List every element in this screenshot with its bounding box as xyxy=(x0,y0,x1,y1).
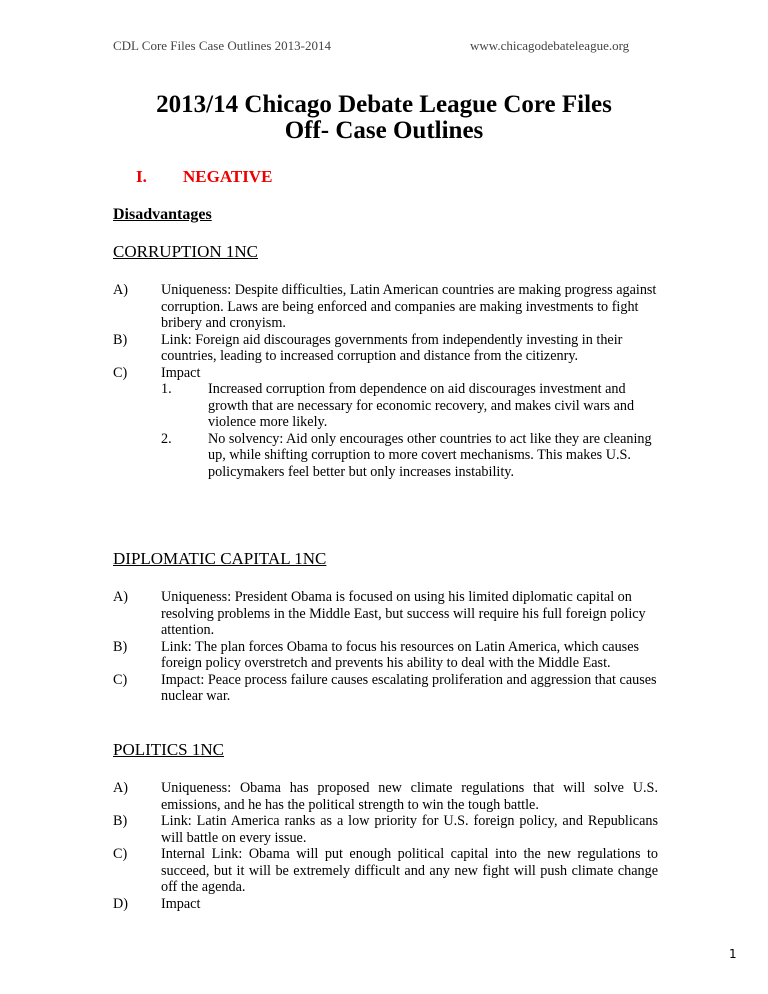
subsection-heading: Disadvantages xyxy=(113,206,212,223)
list-item xyxy=(113,846,658,896)
item-label: A) xyxy=(113,780,128,796)
title-line-2: Off- Case Outlines xyxy=(284,117,484,144)
section-number: I. xyxy=(136,167,147,186)
list-item xyxy=(113,780,658,813)
item-text: Link: Foreign aid discourages governments from independently investing in their countries, leading to increased corruption and distance from the citizenry. xyxy=(161,331,623,364)
item-text: Link: Latin America ranks as a low priority for U.S. foreign policy, and Republicans will battle on every issue. xyxy=(161,813,658,846)
list-item xyxy=(113,365,658,481)
title-line-1: 2013/14 Chicago Debate League Core Files xyxy=(156,91,612,118)
corruption-section xyxy=(113,242,658,480)
politics-section xyxy=(113,740,658,912)
item-text: Link: The plan forces Obama to focus his resources on Latin America, which causes foreign policy overstretch and prevents his ability to deal with the Middle East. xyxy=(161,638,640,671)
section-title: POLITICS 1NC xyxy=(113,740,224,759)
item-text: Internal Link: Obama will put enough political capital into the new regulations to succeed, but it will be extremely difficult and any new fight will push climate change off the agenda. xyxy=(161,846,658,895)
header-right: www.chicagodebateleague.org xyxy=(470,38,630,53)
list-item xyxy=(113,896,658,913)
item-label: A) xyxy=(113,282,128,298)
item-label: A) xyxy=(113,589,128,605)
list-item xyxy=(113,589,658,639)
sub-item-text: Increased corruption from dependence on aid discourages investment and growth that are necessary for economic recovery, and makes civil wars and violence more likely. xyxy=(208,381,635,430)
item-label: C) xyxy=(113,671,128,688)
diplomatic-capital-section xyxy=(113,549,658,705)
item-text: Impact xyxy=(161,364,201,381)
list-item xyxy=(113,672,658,705)
section-heading xyxy=(136,167,272,187)
sub-item xyxy=(161,381,658,431)
sub-item-text: No solvency: Aid only encourages other countries to act like they are cleaning up, while shifting corruption to more covert mechanisms. This makes U.S. policymakers feel better but only increases instability. xyxy=(208,430,652,480)
sub-item xyxy=(161,431,658,481)
item-label: C) xyxy=(113,846,128,862)
list-item xyxy=(113,332,658,365)
item-label: C) xyxy=(113,364,128,381)
list-item xyxy=(113,639,658,672)
section-title: CORRUPTION 1NC xyxy=(113,242,258,261)
page-number: 1 xyxy=(729,947,737,961)
sub-item-label: 2. xyxy=(161,430,172,447)
list-item xyxy=(113,282,658,332)
section-label: NEGATIVE xyxy=(183,167,273,186)
header-left: CDL Core Files Case Outlines 2013-2014 xyxy=(113,38,331,53)
item-label: B) xyxy=(113,813,128,829)
item-label: B) xyxy=(113,638,128,655)
item-label: B) xyxy=(113,331,128,348)
item-text: Uniqueness: President Obama is focused on using his limited diplomatic capital on resolving problems in the Middle East, but success will require his full foreign policy attention. xyxy=(161,589,646,638)
section-title: DIPLOMATIC CAPITAL 1NC xyxy=(113,549,327,568)
list-item xyxy=(113,813,658,846)
item-label: D) xyxy=(113,895,128,912)
sub-item-label: 1. xyxy=(161,381,172,397)
item-text: Uniqueness: Obama has proposed new climate regulations that will solve U.S. emissions, and he has the political strength to win the tough battle. xyxy=(161,780,658,813)
item-text: Uniqueness: Despite difficulties, Latin American countries are making progress against corruption. Laws are being enforced and companies are making investments to fight bribery and cronyism. xyxy=(161,282,657,331)
item-text: Impact xyxy=(161,895,201,912)
page-title xyxy=(0,92,768,144)
item-text: Impact: Peace process failure causes escalating proliferation and aggression that causes nuclear war. xyxy=(161,671,657,704)
